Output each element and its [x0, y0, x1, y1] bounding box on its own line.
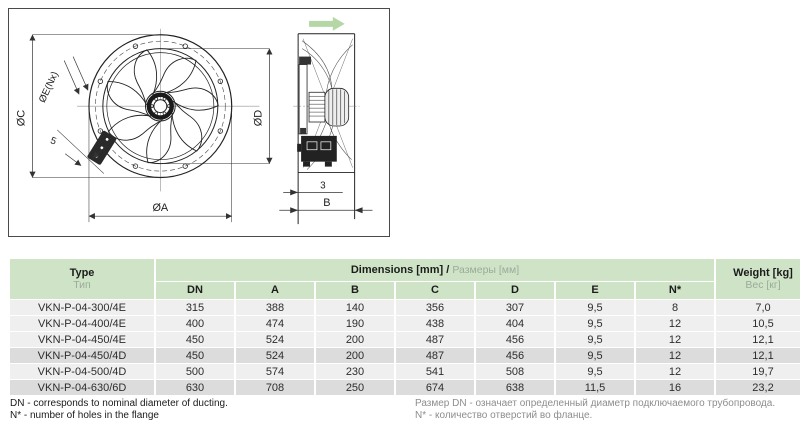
header-dimensions: [156, 259, 714, 281]
footnote-n-ru: N* - количество отверстий во фланце.: [415, 410, 593, 421]
cell-c: 541: [396, 364, 474, 379]
cell-e: 9,5: [556, 300, 634, 315]
header-col-dn: DN: [156, 282, 234, 299]
dim-label-dia-d: ØD: [252, 109, 265, 127]
table-row: [10, 316, 800, 331]
cell-weight: 10,5: [716, 316, 800, 331]
header-dimensions-sep: /: [446, 263, 450, 276]
cell-dn: 450: [156, 332, 234, 347]
header-col-c: C: [396, 282, 474, 299]
cell-dn: 630: [156, 380, 234, 395]
header-col-n: N*: [636, 282, 714, 299]
cell-dn: 315: [156, 300, 234, 315]
fan-side-view: [293, 17, 359, 224]
impeller: [106, 48, 220, 164]
cell-weight: 23,2: [716, 380, 800, 395]
cell-type: VKN-P-04-450/4D: [10, 348, 154, 363]
table-row: [10, 332, 800, 347]
cell-d: 307: [476, 300, 554, 315]
header-col-e: E: [556, 282, 634, 299]
cell-c: 356: [396, 300, 474, 315]
cell-d: 456: [476, 348, 554, 363]
header-col-a: A: [236, 282, 314, 299]
dim-label-dia-a: ØA: [152, 202, 169, 215]
header-weight-ru: Вес [кг]: [745, 279, 781, 291]
cell-n: 12: [636, 316, 714, 331]
table-row: [10, 348, 800, 363]
header-dimensions-en: Dimensions [mm]: [350, 263, 444, 276]
header-weight: [716, 259, 800, 299]
front-view-dimensions: [32, 35, 269, 222]
cell-weight: 19,7: [716, 364, 800, 379]
cell-e: 9,5: [556, 348, 634, 363]
cell-dn: 450: [156, 348, 234, 363]
footnotes-en: [10, 398, 228, 422]
table-row: [10, 364, 800, 379]
cell-type: VKN-P-04-630/6D: [10, 380, 154, 395]
header-weight-en: Weight [kg]: [733, 267, 793, 279]
cell-b: 140: [316, 300, 394, 315]
cell-type: VKN-P-04-300/4E: [10, 300, 154, 315]
cell-a: 388: [236, 300, 314, 315]
cell-d: 404: [476, 316, 554, 331]
cell-type: VKN-P-04-450/4E: [10, 332, 154, 347]
cell-n: 12: [636, 332, 714, 347]
cell-e: 11,5: [556, 380, 634, 395]
cell-dn: 400: [156, 316, 234, 331]
table-row: [10, 380, 800, 395]
cell-n: 12: [636, 364, 714, 379]
cell-a: 524: [236, 348, 314, 363]
cell-type: VKN-P-04-500/4D: [10, 364, 154, 379]
cell-e: 9,5: [556, 316, 634, 331]
cell-c: 487: [396, 348, 474, 363]
spec-table: [8, 258, 800, 396]
header-type-en: Type: [69, 267, 95, 279]
dim-label-dia-e: ØE(Nx): [37, 69, 62, 105]
cell-e: 9,5: [556, 332, 634, 347]
header-dimensions-ru: Размеры [мм]: [452, 263, 520, 276]
footnote-n-en: N* - number of holes in the flange: [10, 410, 159, 421]
dim-label-depth-b: B: [323, 197, 331, 210]
cell-dn: 500: [156, 364, 234, 379]
cell-b: 190: [316, 316, 394, 331]
table-row: [10, 300, 800, 315]
cell-d: 508: [476, 364, 554, 379]
cell-a: 524: [236, 332, 314, 347]
cell-d: 638: [476, 380, 554, 395]
terminal-box: [297, 136, 337, 167]
header-type-ru: Тип: [73, 279, 91, 291]
cell-b: 250: [316, 380, 394, 395]
fan-drawing-svg: [9, 9, 389, 236]
header-col-b: B: [316, 282, 394, 299]
cell-c: 487: [396, 332, 474, 347]
motor: [309, 88, 349, 126]
cell-b: 200: [316, 332, 394, 347]
footnote-dn-en: DN - corresponds to nominal diameter of ducting.: [10, 398, 228, 409]
header-col-d: D: [476, 282, 554, 299]
cell-n: 12: [636, 348, 714, 363]
cell-weight: 7,0: [716, 300, 800, 315]
footnote-dn-ru: Размер DN - означает определенный диаметр подключаемого трубопровода.: [415, 398, 776, 409]
dim-label-flange-thickness: 5: [48, 135, 58, 148]
cell-b: 230: [316, 364, 394, 379]
cell-n: 8: [636, 300, 714, 315]
cell-weight: 12,1: [716, 348, 800, 363]
cell-c: 674: [396, 380, 474, 395]
dim-label-flange-offset: 3: [320, 180, 326, 192]
footnotes-ru: [415, 398, 775, 422]
cell-weight: 12,1: [716, 332, 800, 347]
dim-label-dia-c: ØC: [15, 109, 28, 127]
cell-d: 456: [476, 332, 554, 347]
cell-c: 438: [396, 316, 474, 331]
cell-e: 9,5: [556, 364, 634, 379]
cell-type: VKN-P-04-400/4E: [10, 316, 154, 331]
fan-front-view: [77, 29, 259, 192]
cell-b: 200: [316, 348, 394, 363]
fan-dimension-drawing: [8, 8, 390, 237]
header-type: [10, 259, 154, 299]
airflow-arrow-icon: [309, 17, 345, 31]
cell-a: 474: [236, 316, 314, 331]
cell-a: 574: [236, 364, 314, 379]
cell-n: 16: [636, 380, 714, 395]
cell-a: 708: [236, 380, 314, 395]
